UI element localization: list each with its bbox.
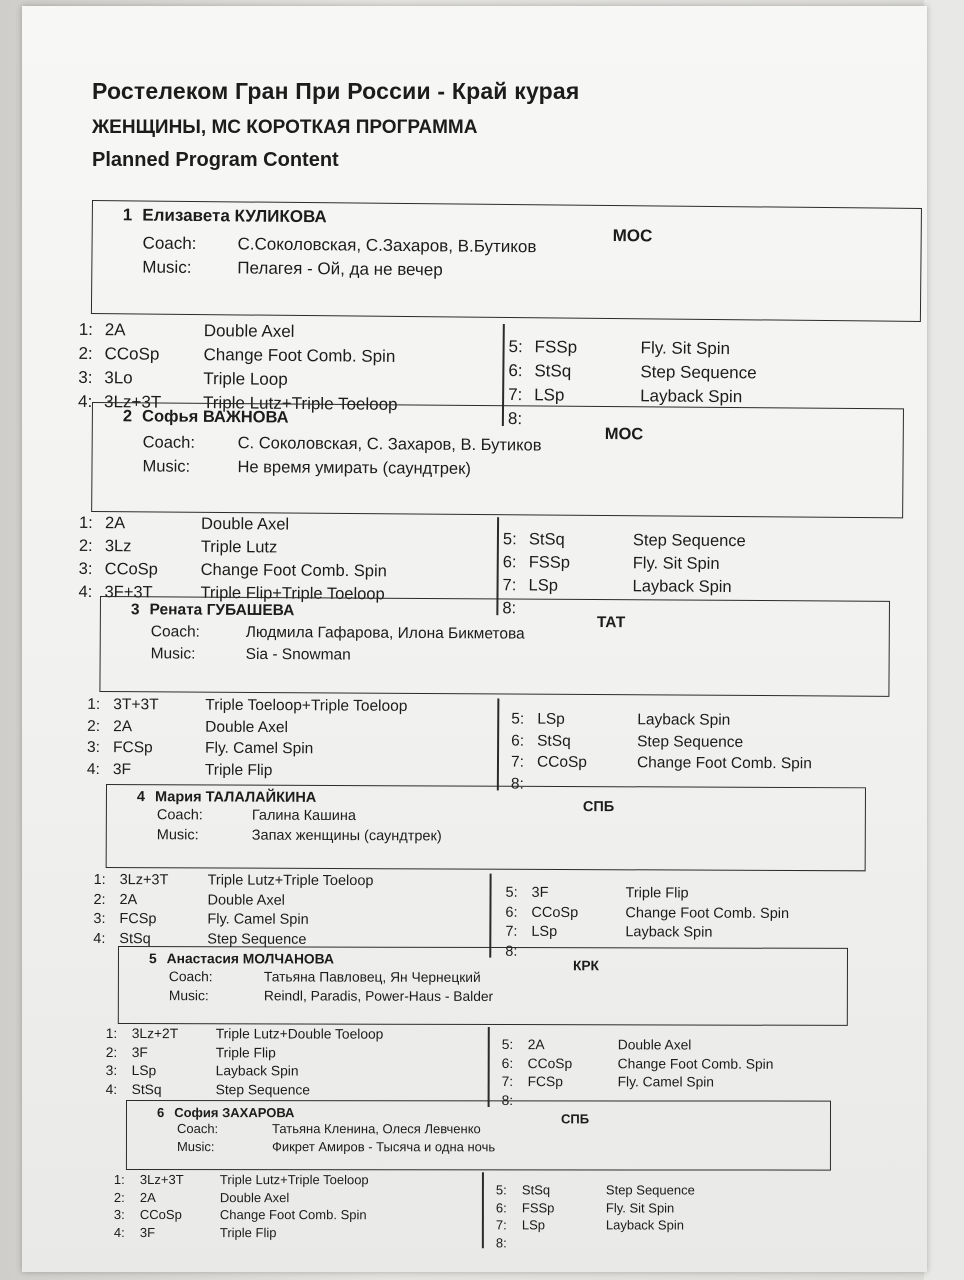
- start-number: 3: [130, 601, 140, 619]
- element-number: 3:: [78, 367, 93, 388]
- element-number: 2:: [113, 1189, 125, 1205]
- element-description: Fly. Camel Spin: [617, 1074, 715, 1090]
- element-number: 6:: [508, 361, 523, 381]
- adjacent-sheet-edge: [924, 0, 964, 1280]
- element-number: 8:: [502, 599, 517, 618]
- element-code: LSp: [528, 576, 559, 595]
- element-description: Change Foot Comb. Spin: [617, 1055, 774, 1072]
- element-code: 3Lz+3T: [119, 872, 169, 889]
- start-number: 4: [136, 789, 146, 806]
- element-description: Triple Lutz+Triple Toeloop: [207, 872, 374, 890]
- element-row: [87, 738, 314, 761]
- element-row: [93, 871, 374, 892]
- skater-name: [123, 407, 289, 427]
- element-row: [78, 513, 290, 538]
- element-row: [511, 710, 731, 733]
- element-row: [505, 923, 713, 944]
- element-row: [87, 695, 408, 718]
- element-number: 1:: [78, 513, 93, 533]
- element-number: 2:: [78, 343, 93, 364]
- left-element-column: [78, 513, 387, 607]
- element-row: [93, 891, 285, 911]
- coach-label: Coach:: [150, 623, 200, 641]
- federation-code: КРК: [572, 958, 600, 974]
- music-label: Music:: [168, 988, 209, 1004]
- element-description: Fly. Sit Spin: [632, 554, 720, 573]
- music-value: Sia - Snowman: [245, 645, 351, 664]
- element-code: 3Lo: [104, 368, 133, 388]
- element-number: 5:: [505, 884, 518, 901]
- element-description: Fly. Sit Spin: [640, 338, 731, 359]
- start-number: 6: [156, 1105, 165, 1121]
- skater-info-box: [91, 402, 904, 518]
- element-number: 2:: [93, 891, 106, 908]
- element-number: 8:: [501, 1092, 514, 1108]
- element-row: [511, 732, 744, 754]
- element-description: Step Sequence: [637, 732, 744, 751]
- element-description: Change Foot Comb. Spin: [200, 560, 387, 581]
- skater-info-box: [99, 596, 890, 697]
- element-description: Layback Spin: [215, 1063, 299, 1079]
- element-code: 3Lz: [104, 537, 132, 556]
- column-divider: [488, 1027, 490, 1107]
- element-description: Triple Flip: [215, 1044, 276, 1060]
- element-row: [496, 1235, 555, 1253]
- coach-label: Coach:: [142, 433, 196, 452]
- element-code: 3F: [131, 1044, 148, 1060]
- element-number: 1:: [78, 319, 94, 340]
- planned-elements: [113, 1171, 831, 1250]
- planned-elements: [105, 1025, 848, 1108]
- skater-full-name: Мария ТАЛАЛАЙКИНА: [154, 789, 317, 806]
- skater-info-box: [118, 946, 848, 1026]
- element-number: 7:: [495, 1217, 507, 1233]
- element-code: 3Lz+2T: [131, 1026, 179, 1042]
- element-code: StSq: [131, 1081, 162, 1097]
- left-element-column: [86, 695, 408, 782]
- element-row: [501, 1074, 715, 1093]
- element-code: FSSp: [521, 1199, 555, 1215]
- federation-code: СПБ: [582, 799, 615, 816]
- element-number: 5:: [502, 530, 517, 549]
- coach-value: Галина Кашина: [251, 807, 356, 825]
- skater-full-name: София ЗАХАРОВА: [174, 1105, 295, 1121]
- element-number: 1:: [87, 695, 101, 714]
- federation-code: МОС: [612, 226, 653, 246]
- coach-label: Coach:: [176, 1121, 219, 1137]
- coach-label: Coach:: [142, 233, 197, 254]
- element-row: [508, 361, 757, 386]
- element-code: LSp: [537, 710, 565, 728]
- start-number: 2: [122, 407, 133, 426]
- sheet-header: [92, 78, 580, 172]
- federation-code: ТАТ: [596, 614, 626, 632]
- column-divider: [482, 1172, 484, 1248]
- skater-info-box: [106, 784, 866, 871]
- right-element-column: [510, 710, 812, 797]
- element-code: 2A: [119, 891, 138, 908]
- left-element-column: [113, 1171, 369, 1242]
- element-number: 7:: [508, 385, 523, 405]
- element-description: Change Foot Comb. Spin: [636, 754, 812, 773]
- element-description: Triple Toeloop+Triple Toeloop: [205, 696, 408, 715]
- element-row: [87, 717, 288, 739]
- element-code: 2A: [104, 514, 126, 533]
- element-description: Step Sequence: [207, 930, 307, 948]
- element-description: Double Axel: [205, 718, 288, 736]
- element-description: Triple Lutz+Triple Toeloop: [219, 1172, 369, 1188]
- element-row: [105, 1025, 384, 1045]
- element-code: StSq: [537, 732, 571, 750]
- music-label: Music:: [150, 645, 196, 663]
- element-number: 7:: [510, 753, 524, 771]
- planned-content-title: Planned Program Content: [92, 149, 339, 171]
- element-number: 1:: [105, 1025, 118, 1041]
- element-code: 2A: [527, 1037, 545, 1053]
- element-row: [502, 576, 732, 600]
- element-code: FSSp: [528, 553, 571, 572]
- element-code: 2A: [113, 717, 133, 735]
- coach-row: [142, 233, 536, 257]
- element-code: 2A: [104, 320, 126, 340]
- planned-elements: [86, 695, 889, 793]
- element-row: [501, 1037, 692, 1056]
- music-row: [142, 257, 443, 280]
- start-number: 5: [148, 951, 157, 967]
- element-number: 2:: [105, 1044, 118, 1060]
- element-code: StSq: [119, 930, 151, 947]
- music-label: Music:: [142, 457, 191, 476]
- element-description: Layback Spin: [632, 577, 732, 597]
- element-code: 2A: [139, 1189, 156, 1205]
- element-code: LSp: [531, 923, 558, 940]
- element-code: LSp: [131, 1063, 157, 1079]
- element-description: Triple Flip: [625, 885, 689, 902]
- element-description: Triple Loop: [203, 369, 288, 389]
- element-row: [505, 884, 689, 905]
- element-number: 6:: [502, 553, 517, 572]
- element-row: [495, 1182, 695, 1200]
- skater-name: [131, 601, 295, 620]
- element-row: [78, 536, 278, 561]
- element-row: [113, 1189, 290, 1207]
- element-number: 1:: [113, 1171, 125, 1187]
- coach-value: С. Соколовская, С. Захаров, В. Бутиков: [237, 434, 542, 455]
- element-description: Step Sequence: [640, 362, 757, 383]
- element-row: [502, 530, 746, 554]
- skater-name: [137, 789, 316, 806]
- column-divider: [489, 874, 491, 958]
- element-number: 8:: [505, 943, 518, 960]
- music-row: [151, 645, 351, 664]
- element-number: 7:: [501, 1074, 514, 1090]
- element-number: 6:: [505, 904, 518, 921]
- element-row: [105, 1062, 299, 1082]
- element-number: 4:: [86, 760, 100, 778]
- coach-label: Coach:: [156, 807, 203, 824]
- element-description: Layback Spin: [605, 1217, 684, 1233]
- federation-code: МОС: [604, 425, 644, 444]
- element-number: 4:: [93, 930, 106, 947]
- element-description: Triple Flip: [204, 761, 273, 779]
- element-row: [78, 559, 387, 584]
- element-description: Change Foot Comb. Spin: [219, 1207, 367, 1223]
- skater-entry: [86, 596, 890, 793]
- element-number: 7:: [505, 923, 518, 940]
- element-number: 5:: [511, 710, 525, 728]
- music-row: [169, 988, 493, 1004]
- music-value: Запах женщины (саундтрек): [251, 827, 442, 845]
- element-number: 2:: [78, 536, 93, 556]
- skater-full-name: Анастасия МОЛЧАНОВА: [166, 951, 334, 967]
- column-divider: [497, 698, 499, 790]
- element-number: 3:: [93, 910, 106, 927]
- element-description: Change Foot Comb. Spin: [625, 904, 790, 922]
- skater-info-box: [126, 1100, 831, 1171]
- category-title: ЖЕНЩИНЫ, МС КОРОТКАЯ ПРОГРАММА: [92, 117, 478, 138]
- element-description: Layback Spin: [625, 924, 713, 941]
- element-number: 4:: [113, 1224, 125, 1240]
- coach-row: [143, 433, 542, 455]
- element-code: StSq: [521, 1182, 551, 1198]
- element-number: 5:: [495, 1182, 507, 1198]
- element-description: Double Axel: [207, 891, 285, 909]
- element-row: [86, 760, 273, 782]
- element-row: [495, 1199, 675, 1218]
- element-number: 4:: [78, 582, 93, 602]
- element-number: 6:: [495, 1199, 507, 1215]
- event-title: Ростелеком Гран При России - Край курая: [92, 78, 580, 104]
- element-code: 3F: [139, 1224, 156, 1240]
- element-description: Triple Flip+Triple Toeloop: [200, 583, 385, 604]
- skater-info-box: [91, 200, 922, 322]
- music-value: Пелагея - Ой, да не вечер: [237, 258, 443, 280]
- start-number: 1: [122, 205, 133, 225]
- element-row: [113, 1224, 277, 1242]
- music-row: [142, 457, 471, 479]
- element-number: 3:: [113, 1206, 125, 1222]
- element-number: 1:: [93, 871, 106, 888]
- element-description: Triple Lutz: [200, 537, 278, 557]
- coach-label: Coach:: [168, 969, 213, 985]
- element-number: 4:: [77, 391, 93, 412]
- element-code: 3Lz+3T: [103, 392, 162, 412]
- element-description: Triple Lutz+Double Toeloop: [215, 1026, 384, 1042]
- element-code: 3T+3T: [113, 696, 159, 714]
- music-value: Reindl, Paradis, Power-Haus - Balder: [263, 988, 494, 1004]
- element-description: Layback Spin: [640, 386, 743, 407]
- element-row: [505, 904, 790, 924]
- left-element-column: [105, 1025, 384, 1100]
- element-description: Triple Flip: [219, 1224, 277, 1240]
- coach-value: Татьяна Кленина, Олеся Левченко: [271, 1121, 481, 1137]
- element-row: [78, 343, 396, 369]
- element-row: [93, 910, 309, 931]
- element-number: 8:: [507, 409, 523, 429]
- element-row: [510, 753, 812, 776]
- element-code: StSq: [528, 530, 565, 549]
- federation-code: СПБ: [560, 1111, 590, 1127]
- element-code: 3F+3T: [104, 583, 153, 602]
- coach-value: С.Соколовская, С.Захаров, В.Бутиков: [237, 234, 537, 257]
- coach-row: [157, 807, 356, 824]
- element-description: Change Foot Comb. Spin: [203, 345, 396, 366]
- element-description: Double Axel: [219, 1189, 290, 1205]
- element-number: 5:: [508, 337, 523, 357]
- element-code: 3F: [112, 760, 132, 778]
- element-code: FCSp: [527, 1074, 563, 1090]
- element-code: CCoSp: [104, 344, 160, 364]
- element-description: Double Axel: [200, 514, 290, 534]
- coach-value: Татьяна Павловец, Ян Чернецкий: [263, 969, 481, 985]
- element-code: CCoSp: [536, 753, 588, 771]
- coach-value: Людмила Гафарова, Илона Бикметова: [245, 623, 525, 643]
- element-number: 3:: [87, 738, 101, 757]
- left-element-column: [93, 871, 374, 950]
- element-code: CCoSp: [531, 904, 579, 921]
- element-description: Double Axel: [617, 1037, 692, 1053]
- element-row: [78, 319, 295, 345]
- element-number: 7:: [502, 576, 517, 595]
- element-description: Fly. Sit Spin: [605, 1199, 675, 1215]
- element-code: LSp: [534, 385, 565, 405]
- element-row: [495, 1217, 684, 1235]
- music-label: Music:: [156, 827, 199, 844]
- element-number: 6:: [511, 732, 525, 750]
- skater-name: [149, 951, 334, 966]
- element-number: 5:: [501, 1037, 514, 1053]
- music-row: [157, 827, 442, 844]
- skater-full-name: Елизавета КУЛИКОВА: [142, 205, 327, 227]
- element-code: 3Lz+3T: [139, 1172, 184, 1188]
- element-code: CCoSp: [104, 560, 158, 579]
- element-row: [105, 1081, 311, 1100]
- element-code: FSSp: [534, 337, 578, 357]
- coach-row: [177, 1121, 481, 1136]
- music-label: Music:: [176, 1139, 215, 1155]
- element-code: 3F: [531, 884, 549, 901]
- skater-full-name: Рената ГУБАШЕВА: [149, 601, 295, 620]
- element-description: Step Sequence: [605, 1182, 695, 1198]
- element-row: [105, 1044, 276, 1063]
- element-code: LSp: [521, 1217, 546, 1233]
- element-number: 3:: [105, 1062, 118, 1078]
- coach-row: [151, 623, 525, 643]
- skater-entry: [105, 946, 848, 1108]
- element-row: [508, 337, 731, 362]
- element-code: CCoSp: [139, 1207, 182, 1223]
- program-sheet: [22, 6, 927, 1272]
- right-element-column: [495, 1182, 695, 1252]
- element-number: 8:: [495, 1234, 507, 1250]
- element-code: FCSp: [113, 739, 153, 757]
- element-number: 6:: [501, 1055, 514, 1071]
- element-row: [113, 1206, 367, 1225]
- music-label: Music:: [142, 257, 192, 277]
- element-code: StSq: [534, 361, 572, 381]
- element-description: Double Axel: [203, 321, 295, 341]
- element-code: CCoSp: [527, 1055, 573, 1071]
- element-description: Fly. Camel Spin: [207, 911, 309, 928]
- element-description: Step Sequence: [632, 531, 746, 551]
- element-row: [501, 1055, 774, 1075]
- music-value: Не время умирать (саундтрек): [237, 458, 471, 478]
- skater-name: [157, 1105, 294, 1120]
- element-row: [113, 1171, 369, 1190]
- skater-name: [123, 205, 327, 227]
- element-number: 3:: [78, 559, 93, 579]
- skater-entry: [113, 1100, 831, 1250]
- element-row: [502, 553, 720, 577]
- element-code: FCSp: [119, 911, 157, 928]
- element-description: Step Sequence: [215, 1081, 311, 1098]
- skater-full-name: Софья ВАЖНОВА: [142, 407, 289, 427]
- music-value: Фикрет Амиров - Тысяча и одна ночь: [271, 1139, 496, 1155]
- element-description: Triple Lutz+Triple Toeloop: [202, 393, 398, 414]
- element-description: Fly. Camel Spin: [205, 739, 314, 758]
- coach-row: [169, 969, 481, 985]
- element-number: 8:: [510, 775, 524, 793]
- element-row: [78, 367, 288, 393]
- element-number: 4:: [105, 1081, 118, 1097]
- music-row: [177, 1139, 495, 1154]
- element-number: 2:: [87, 717, 101, 735]
- element-description: Layback Spin: [637, 711, 731, 729]
